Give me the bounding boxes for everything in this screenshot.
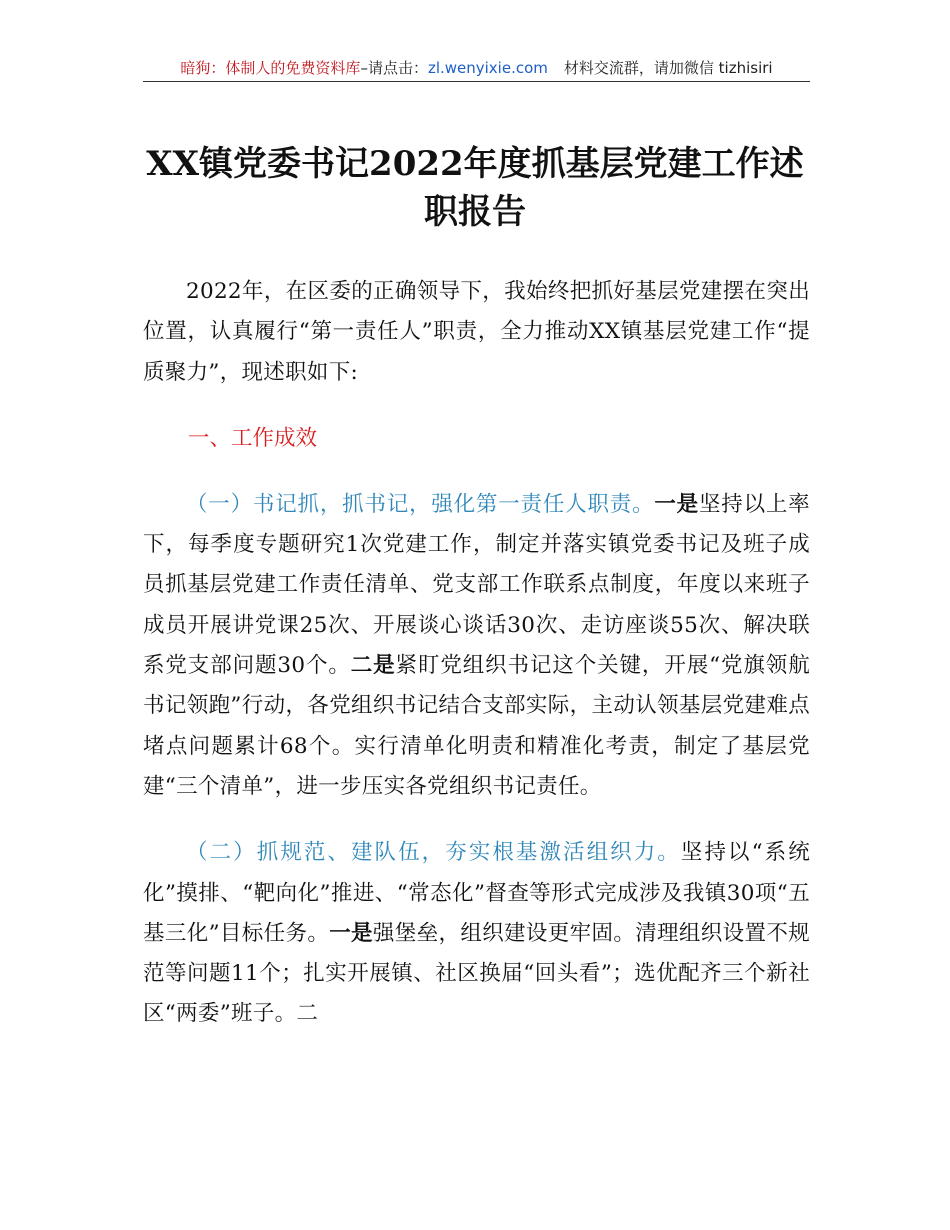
item-1-key-2: 二是: [350, 653, 396, 679]
item-1-paragraph: [143, 485, 810, 807]
item-2-lead: （二）抓规范、建队伍，夯实根基激活组织力。: [186, 840, 681, 866]
title-line-2: 职报告: [424, 192, 526, 232]
header-link[interactable]: zl.wenyixie.com: [427, 59, 548, 77]
item-1-key-1: 一是: [654, 491, 699, 517]
page-header: [143, 56, 810, 84]
header-divider: [143, 81, 810, 82]
item-2-text-0: 坚持以“系统化”摸排、“靶向化”推进、“常态化”督查等形式完成涉及我镇30项“五基三化”目标任务。: [143, 840, 810, 946]
item-1-text-1: 坚持以上率下，每季度专题研究1次党建工作，制定并落实镇党委书记及班子成员抓基层党建工作责任清单、党支部工作联系点制度，年度以来班子成员开展讲党课25次、开展谈心谈话30次、走访座谈55次、解决联系党支部问题30个。: [143, 491, 810, 679]
item-2-key-1: 一是: [329, 920, 373, 946]
header-brand: 暗狗：体制人的免费资料库: [180, 59, 361, 77]
item-2-key-2: 二: [296, 1001, 319, 1027]
header-click-label: –请点击：: [360, 59, 428, 77]
title-line-1: XX镇党委书记2022年度抓基层党建工作述: [146, 144, 804, 184]
document-title: [120, 140, 830, 236]
item-1-text-2: 紧盯党组织书记这个关键，开展“党旗领航书记领跑”行动，各党组织书记结合支部实际，主动认领基层党建难点堵点问题累计68个。实行清单化明责和精准化考责，制定了基层党建“三个清单”，进一步压实各党组织书记责任。: [143, 653, 810, 799]
item-1-lead: （一）书记抓，抓书记，强化第一责任人职责。: [186, 491, 655, 517]
intro-paragraph: 2022年，在区委的正确领导下，我始终把抓好基层党建摆在突出位置，认真履行“第一责任人”职责，全力推动XX镇基层党建工作“提质聚力”，现述职如下:: [143, 279, 810, 385]
item-2-text-1: 强堡垒，组织建设更牢固。清理组织设置不规范等问题11个；扎实开展镇、社区换届“回头看”；选优配齐三个新社区“两委”班子。: [143, 920, 810, 1027]
item-2-paragraph: [143, 833, 810, 1034]
header-contact: 材料交流群，请加微信 tizhisiri: [563, 59, 773, 77]
document-body: [143, 272, 810, 1035]
section-heading: 一、工作成效: [188, 425, 318, 451]
